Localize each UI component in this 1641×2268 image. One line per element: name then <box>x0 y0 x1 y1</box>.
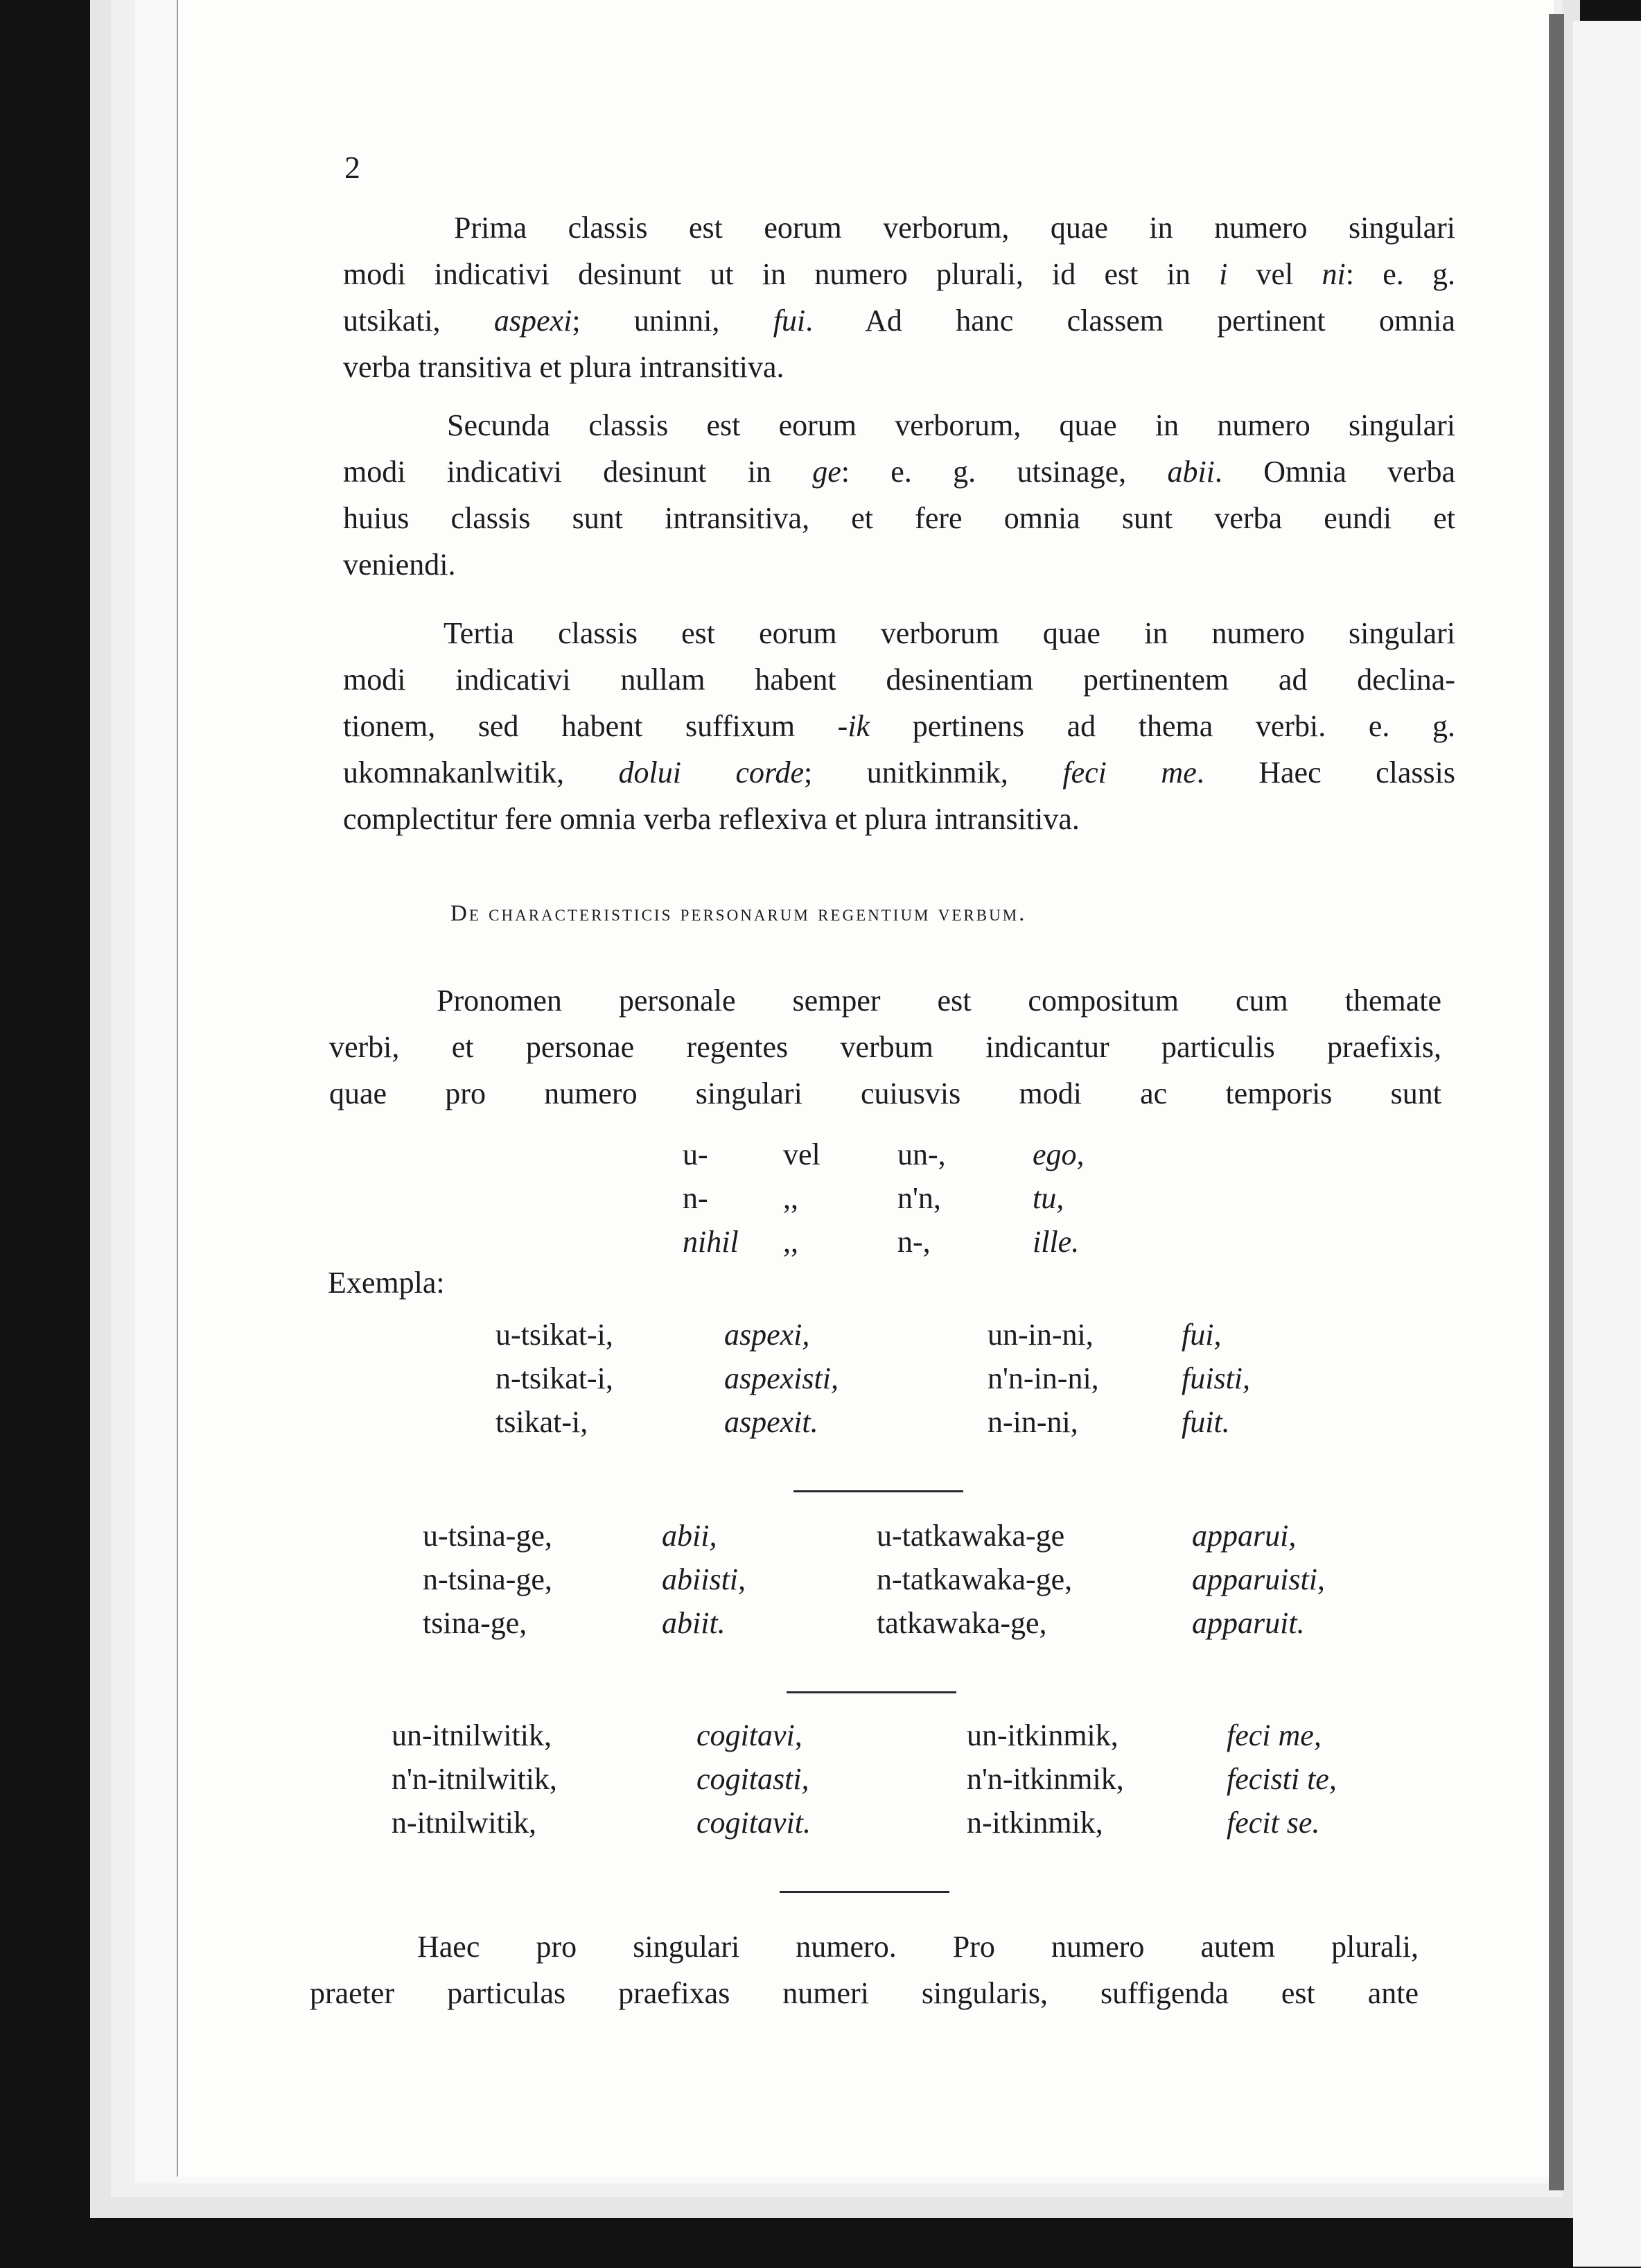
page-number: 2 <box>344 150 360 185</box>
divider-rule <box>780 1891 949 1893</box>
text-run: Haec pro singulari numero. Pro numero autem plurali, <box>417 1930 1419 1964</box>
example-gloss: aspexisti, <box>724 1361 839 1395</box>
text-line <box>329 1070 1441 1117</box>
text-run: quae pro numero singulari cuiusvis modi ac temporis sunt <box>329 1076 1441 1110</box>
example-gloss: feci me, <box>1227 1718 1322 1752</box>
prefix-cell: n'n, <box>897 1181 941 1215</box>
prefix-cell: nihil <box>683 1225 739 1259</box>
text-run: . Ad hanc classem pertinent omnia <box>805 304 1455 338</box>
italic-gloss: abii <box>1167 455 1215 489</box>
text-run: . Omnia verba <box>1214 455 1455 489</box>
example-form: un-itkinmik, <box>967 1718 1118 1752</box>
paragraph-haec-pro-singulari <box>310 1924 1419 2016</box>
example-form: n-itkinmik, <box>967 1806 1103 1840</box>
text-run: pertinens ad thema verbi. e. g. <box>870 709 1455 743</box>
text-run: . Haec classis <box>1196 756 1455 790</box>
text-line <box>343 749 1455 796</box>
italic-gloss: dolui corde <box>618 756 804 790</box>
example-form: n-itnilwitik, <box>392 1806 536 1840</box>
text-run: modi indicativi desinunt ut in numero plurali, id est in <box>343 257 1220 291</box>
italic-gloss: aspexi <box>493 304 572 338</box>
text-run: huius classis sunt intransitiva, et fere omnia sunt verba eundi et <box>343 501 1455 535</box>
section-heading: De characteristicis personarum regentium verbum. <box>450 901 1027 926</box>
example-gloss: fecit se. <box>1227 1806 1320 1840</box>
example-gloss: apparuit. <box>1192 1606 1305 1640</box>
italic-gloss: feci me <box>1062 756 1197 790</box>
example-form: n'n-itkinmik, <box>967 1762 1124 1796</box>
prefix-cell: ,, <box>783 1181 798 1215</box>
example-gloss: aspexi, <box>724 1318 810 1352</box>
text-run: veniendi. <box>343 548 456 582</box>
text-run: ukomnakanlwitik, <box>343 756 619 790</box>
example-form: n-tsina-ge, <box>423 1562 552 1596</box>
text-run: verbi, et personae regentes verbum indicantur particulis praefixis, <box>329 1030 1441 1064</box>
example-gloss: cogitavi, <box>696 1718 802 1752</box>
example-form: n-tatkawaka-ge, <box>877 1562 1073 1596</box>
text-run: modi indicativi desinunt in <box>343 455 813 489</box>
divider-rule <box>787 1691 956 1693</box>
italic-gloss: ik <box>848 709 870 743</box>
example-gloss: cogitasti, <box>696 1762 809 1796</box>
text-line <box>343 541 1455 588</box>
text-run: : e. g. <box>1345 257 1455 291</box>
prefix-cell: ego, <box>1033 1137 1085 1171</box>
example-form: un-in-ni, <box>988 1318 1094 1352</box>
text-run: utsikati, <box>343 304 494 338</box>
example-gloss: abiisti, <box>662 1562 746 1596</box>
example-gloss: cogitavit. <box>696 1806 811 1840</box>
prefix-cell: ille. <box>1033 1225 1080 1259</box>
text-line <box>343 448 1455 495</box>
text-line <box>343 204 1455 251</box>
paragraph-prima-classis <box>343 204 1455 390</box>
text-line <box>329 1024 1441 1070</box>
example-form: n'n-itnilwitik, <box>392 1762 557 1796</box>
italic-gloss: ge <box>812 455 841 489</box>
prefix-cell: vel <box>783 1137 820 1171</box>
text-line <box>343 656 1455 703</box>
prefix-cell: u- <box>683 1137 708 1171</box>
text-run: : e. g. utsinage, <box>841 455 1168 489</box>
text-run: ; uninni, <box>572 304 773 338</box>
paragraph-secunda-classis <box>343 402 1455 588</box>
paragraph-tertia-classis <box>343 610 1455 842</box>
example-form: u-tsikat-i, <box>495 1318 613 1352</box>
text-line <box>343 610 1455 656</box>
book-gutter <box>1549 14 1564 2190</box>
text-run: modi indicativi nullam habent desinentiam pertinentem ad declina- <box>343 663 1455 697</box>
exempla-label: Exempla: <box>328 1266 445 1300</box>
example-gloss: abiit. <box>662 1606 726 1640</box>
prefix-cell: un-, <box>897 1137 946 1171</box>
example-gloss: apparuisti, <box>1192 1562 1325 1596</box>
italic-gloss: i <box>1219 257 1228 291</box>
divider-rule <box>793 1490 963 1492</box>
text-line <box>343 796 1455 842</box>
prefix-cell: tu, <box>1033 1181 1064 1215</box>
example-form: tsina-ge, <box>423 1606 527 1640</box>
prefix-cell: ,, <box>783 1225 798 1259</box>
text-line <box>310 1924 1419 1970</box>
example-form: u-tsina-ge, <box>423 1519 552 1553</box>
example-gloss: fui, <box>1182 1318 1222 1352</box>
example-form: n-in-ni, <box>988 1405 1078 1439</box>
text-run: praeter particulas praefixas numeri singularis, suffigenda est ante <box>310 1976 1419 2010</box>
text-run: Tertia classis est eorum verborum quae in numero singulari <box>444 616 1455 650</box>
text-run: complectitur fere omnia verba reflexiva et plura intransitiva. <box>343 802 1080 836</box>
example-form: tatkawaka-ge, <box>877 1606 1047 1640</box>
text-line <box>310 1970 1419 2016</box>
example-form: u-tatkawaka-ge <box>877 1519 1065 1553</box>
italic-gloss: fui <box>773 304 806 338</box>
text-run: Prima classis est eorum verborum, quae in numero singulari <box>454 211 1455 245</box>
text-line <box>329 977 1441 1024</box>
example-gloss: fuisti, <box>1182 1361 1251 1395</box>
italic-gloss: ni <box>1322 257 1346 291</box>
text-line <box>343 402 1455 448</box>
text-run: ; unitkinmik, <box>804 756 1063 790</box>
example-gloss: fuit. <box>1182 1405 1230 1439</box>
text-run: Secunda classis est eorum verborum, quae in numero singulari <box>447 408 1455 442</box>
text-line <box>343 251 1455 297</box>
text-run: Pronomen personale semper est compositum cum themate <box>437 984 1441 1018</box>
text-line <box>343 495 1455 541</box>
text-run: tionem, sed habent suffixum - <box>343 709 848 743</box>
example-form: tsikat-i, <box>495 1405 588 1439</box>
example-gloss: fecisti te, <box>1227 1762 1337 1796</box>
example-form: un-itnilwitik, <box>392 1718 552 1752</box>
text-line <box>343 703 1455 749</box>
paragraph-pronomen <box>329 977 1441 1117</box>
example-gloss: abii, <box>662 1519 717 1553</box>
text-run: vel <box>1227 257 1322 291</box>
example-gloss: apparui, <box>1192 1519 1297 1553</box>
text-line <box>343 344 1455 390</box>
example-form: n-tsikat-i, <box>495 1361 613 1395</box>
facing-page-edge <box>1573 21 1641 2267</box>
prefix-cell: n-, <box>897 1225 931 1259</box>
text-line <box>343 297 1455 344</box>
example-gloss: aspexit. <box>724 1405 818 1439</box>
text-run: verba transitiva et plura intransitiva. <box>343 350 784 384</box>
prefix-cell: n- <box>683 1181 708 1215</box>
example-form: n'n-in-ni, <box>988 1361 1099 1395</box>
